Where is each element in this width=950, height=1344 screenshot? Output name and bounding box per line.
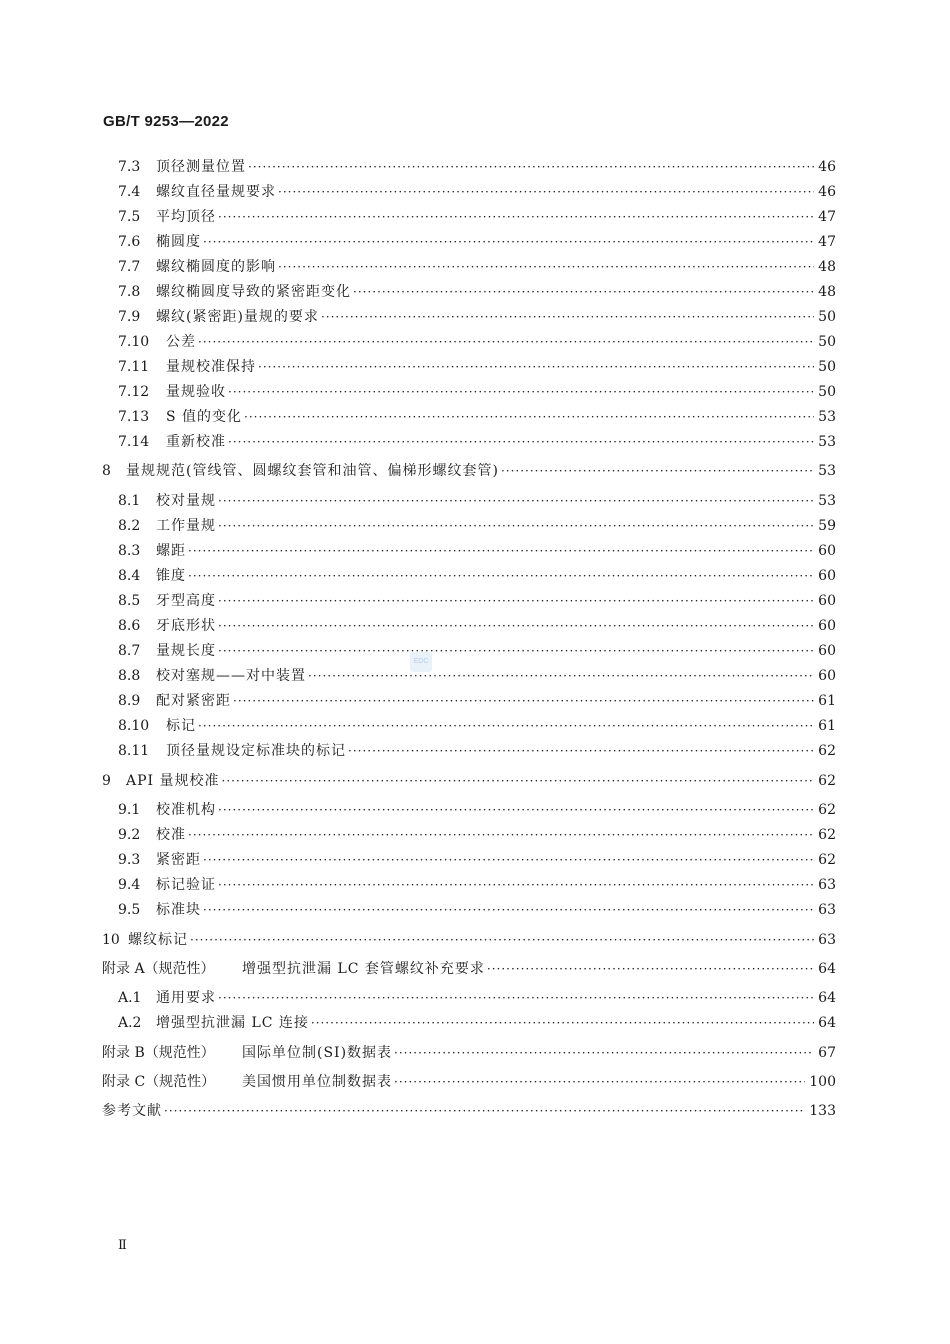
toc-entry[interactable] [118,432,836,452]
toc-entry-number: 8.11 [118,743,150,759]
dot-leader [248,157,814,177]
toc-entry-title: 螺纹直径量规要求 [156,184,276,200]
toc-entry-title: 平均顶径 [156,209,216,225]
dot-leader [203,850,814,870]
toc-entry-number: 8.3 [118,543,141,559]
toc-entry-page: 50 [818,359,836,375]
toc-entry-title: 顶径测量位置 [156,159,246,175]
toc-entry[interactable] [102,771,836,791]
toc-entry[interactable] [118,666,836,686]
toc-entry[interactable] [118,207,836,227]
toc-entry-title: 校准 [156,827,186,843]
toc-entry[interactable] [118,800,836,820]
toc-entry-title: 椭圆度 [156,234,201,250]
toc-entry-title: 量规校准保持 [166,359,256,375]
toc-entry-page: 64 [818,990,836,1006]
toc-entry[interactable] [102,930,836,950]
toc-entry[interactable] [118,257,836,277]
toc-entry-number: 9.5 [118,902,141,918]
toc-entry[interactable] [118,516,836,536]
toc-entry[interactable] [102,1072,836,1092]
dot-leader [218,641,814,661]
dot-leader [218,207,814,227]
toc-entry-page: 63 [818,877,836,893]
toc-entry-page: 62 [818,802,836,818]
toc-entry-number: 8.7 [118,643,141,659]
toc-entry-page: 63 [818,932,836,948]
toc-entry-page: 62 [818,852,836,868]
toc-entry-number: 7.12 [118,384,150,400]
toc-entry-number: 9.4 [118,877,141,893]
toc-entry-number: 7.7 [118,259,141,275]
toc-entry-title: 量规长度 [156,643,216,659]
toc-entry-number: A.2 [118,1015,142,1031]
toc-entry-number: 8.2 [118,518,141,534]
toc-entry[interactable] [118,591,836,611]
toc-entry-page: 47 [818,209,836,225]
toc-entry-title: 公差 [166,334,196,350]
dot-leader [190,930,814,950]
dot-leader [394,1072,805,1092]
dot-leader [233,691,814,711]
toc-entry-number: 9.1 [118,802,141,818]
toc-entry[interactable] [118,332,836,352]
toc-entry-number: 8.8 [118,668,141,684]
toc-entry-title: 牙底形状 [156,618,216,634]
toc-entry[interactable] [118,382,836,402]
toc-entry-number: 10 [102,932,120,948]
toc-entry[interactable] [118,157,836,177]
toc-entry-number: 7.8 [118,284,141,300]
toc-entry-page: 50 [818,309,836,325]
toc-entry-title: S 值的变化 [166,409,243,425]
dot-leader [188,541,814,561]
toc-entry[interactable] [118,988,836,1008]
dot-leader [308,666,814,686]
toc-entry[interactable] [118,825,836,845]
toc-entry[interactable] [118,182,836,202]
dot-leader [218,800,814,820]
dot-leader [348,741,814,761]
toc-entry-page: 61 [818,693,836,709]
toc-entry-title: 螺距 [156,543,186,559]
dot-leader [218,875,814,895]
toc-entry-title: 重新校准 [166,434,226,450]
dot-leader [188,825,814,845]
toc-entry-number: 7.4 [118,184,141,200]
dot-leader [203,900,814,920]
toc-entry-number: 7.13 [118,409,150,425]
toc-entry-page: 60 [818,593,836,609]
toc-entry[interactable] [118,691,836,711]
toc-entry[interactable] [102,461,836,481]
toc-entry-page: 53 [818,409,836,425]
toc-entry-page: 53 [818,434,836,450]
toc-entry-title: API 量规校准 [126,773,220,789]
dot-leader [394,1043,814,1063]
toc-entry-page: 60 [818,668,836,684]
toc-entry-page: 60 [818,543,836,559]
toc-entry-page: 67 [818,1045,836,1061]
toc-entry-number: 7.9 [118,309,141,325]
toc-entry-number: 8.1 [118,493,141,509]
toc-entry[interactable] [118,616,836,636]
toc-entry-title: 标记验证 [156,877,216,893]
dot-leader [188,566,814,586]
toc-entry-page: 53 [818,463,836,479]
watermark-logo: EDC [410,652,432,672]
toc-entry-title: 配对紧密距 [156,693,231,709]
toc-entry-page: 100 [809,1074,836,1090]
standard-code-header: GB/T 9253—2022 [103,113,229,130]
toc-entry-number: 9 [102,773,111,789]
dot-leader [218,616,814,636]
toc-entry-title: 紧密距 [156,852,201,868]
toc-entry-title: 校准机构 [156,802,216,818]
toc-entry-number: 7.5 [118,209,141,225]
dot-leader [218,491,814,511]
toc-entry-number: 8.9 [118,693,141,709]
dot-leader [203,232,814,252]
toc-entry[interactable] [118,716,836,736]
toc-entry-title: 螺纹椭圆度的影响 [156,259,276,275]
dot-leader [487,959,814,979]
toc-entry-title: 量规验收 [166,384,226,400]
toc-entry-title: 螺纹标记 [128,932,188,948]
toc-entry-number: 7.10 [118,334,150,350]
dot-leader [218,591,814,611]
toc-entry-title: 标准块 [156,902,201,918]
toc-entry[interactable] [118,1013,836,1033]
page-number: Ⅱ [118,1238,127,1253]
toc-entry-number: 8 [102,463,111,479]
dot-leader [311,1013,814,1033]
toc-entry-page: 62 [818,827,836,843]
toc-entry-page: 133 [809,1103,836,1119]
dot-leader [278,257,814,277]
dot-leader [198,716,814,736]
toc-entry[interactable] [118,282,836,302]
toc-entry-title: 参考文献 [102,1103,162,1119]
toc-entry-number: 7.14 [118,434,150,450]
toc-entry-title: 通用要求 [156,990,216,1006]
dot-leader [218,516,814,536]
toc-entry[interactable] [118,232,836,252]
toc-entry-title: 增强型抗泄漏 LC 套管螺纹补充要求 [242,961,485,977]
toc-entry-number: 附录 B（规范性） [102,1045,215,1061]
toc-entry-title: 美国惯用单位制数据表 [242,1074,392,1090]
toc-entry[interactable] [102,1043,836,1063]
toc-entry-page: 53 [818,493,836,509]
dot-leader [258,357,814,377]
toc-entry-number: 附录 A（规范性） [102,961,215,977]
toc-entry[interactable] [118,641,836,661]
toc-entry-number: 9.3 [118,852,141,868]
toc-entry-title: 量规规范(管线管、圆螺纹套管和油管、偏梯形螺纹套管) [126,463,499,479]
toc-entry-page: 46 [818,159,836,175]
toc-entry[interactable] [118,900,836,920]
dot-leader [244,407,814,427]
dot-leader [228,382,814,402]
toc-entry-number: 8.6 [118,618,141,634]
toc-entry-title: 增强型抗泄漏 LC 连接 [156,1015,309,1031]
toc-entry-page: 60 [818,618,836,634]
toc-entry-page: 50 [818,334,836,350]
toc-entry[interactable] [118,875,836,895]
toc-entry-page: 60 [818,568,836,584]
toc-entry-number: 8.5 [118,593,141,609]
toc-entry[interactable] [118,357,836,377]
toc-entry[interactable] [118,491,836,511]
dot-leader [198,332,814,352]
toc-entry-page: 62 [818,743,836,759]
toc-entry[interactable] [118,541,836,561]
toc-entry[interactable] [102,1101,836,1121]
toc-entry-page: 60 [818,643,836,659]
toc-entry-title: 锥度 [156,568,186,584]
toc-entry-page: 61 [818,718,836,734]
toc-entry-page: 63 [818,902,836,918]
toc-entry-page: 48 [818,284,836,300]
toc-entry-number: 8.4 [118,568,141,584]
toc-entry-title: 牙型高度 [156,593,216,609]
toc-entry-page: 59 [818,518,836,534]
toc-entry-number: 7.3 [118,159,141,175]
toc-entry-title: 工作量规 [156,518,216,534]
toc-entry-number: 9.2 [118,827,141,843]
toc-entry-title: 校对塞规——对中装置 [156,668,306,684]
toc-entry[interactable] [118,407,836,427]
toc-entry[interactable] [118,307,836,327]
toc-entry-page: 47 [818,234,836,250]
dot-leader [228,432,814,452]
toc-entry-title: 螺纹椭圆度导致的紧密距变化 [156,284,351,300]
toc-entry[interactable] [118,741,836,761]
dot-leader [501,461,814,481]
toc-entry-number: 7.6 [118,234,141,250]
toc-entry-number: 8.10 [118,718,150,734]
toc-entry-title: 螺纹(紧密距)量规的要求 [156,309,319,325]
toc-entry-page: 50 [818,384,836,400]
toc-entry-page: 48 [818,259,836,275]
toc-entry-number: 附录 C（规范性） [102,1074,216,1090]
toc-entry-page: 62 [818,773,836,789]
dot-leader [321,307,814,327]
toc-entry[interactable] [118,850,836,870]
dot-leader [222,771,815,791]
dot-leader [353,282,814,302]
toc-entry-title: 顶径量规设定标准块的标记 [166,743,346,759]
dot-leader [218,988,814,1008]
toc-entry-title: 国际单位制(SI)数据表 [242,1045,393,1061]
toc-entry-number: A.1 [118,990,142,1006]
toc-entry[interactable] [118,566,836,586]
toc-entry-page: 46 [818,184,836,200]
toc-entry-title: 校对量规 [156,493,216,509]
dot-leader [278,182,814,202]
toc-entry-page: 64 [818,1015,836,1031]
toc-entry-page: 64 [818,961,836,977]
toc-entry-number: 7.11 [118,359,150,375]
toc-entry[interactable] [102,959,836,979]
dot-leader [164,1101,805,1121]
toc-entry-title: 标记 [166,718,196,734]
